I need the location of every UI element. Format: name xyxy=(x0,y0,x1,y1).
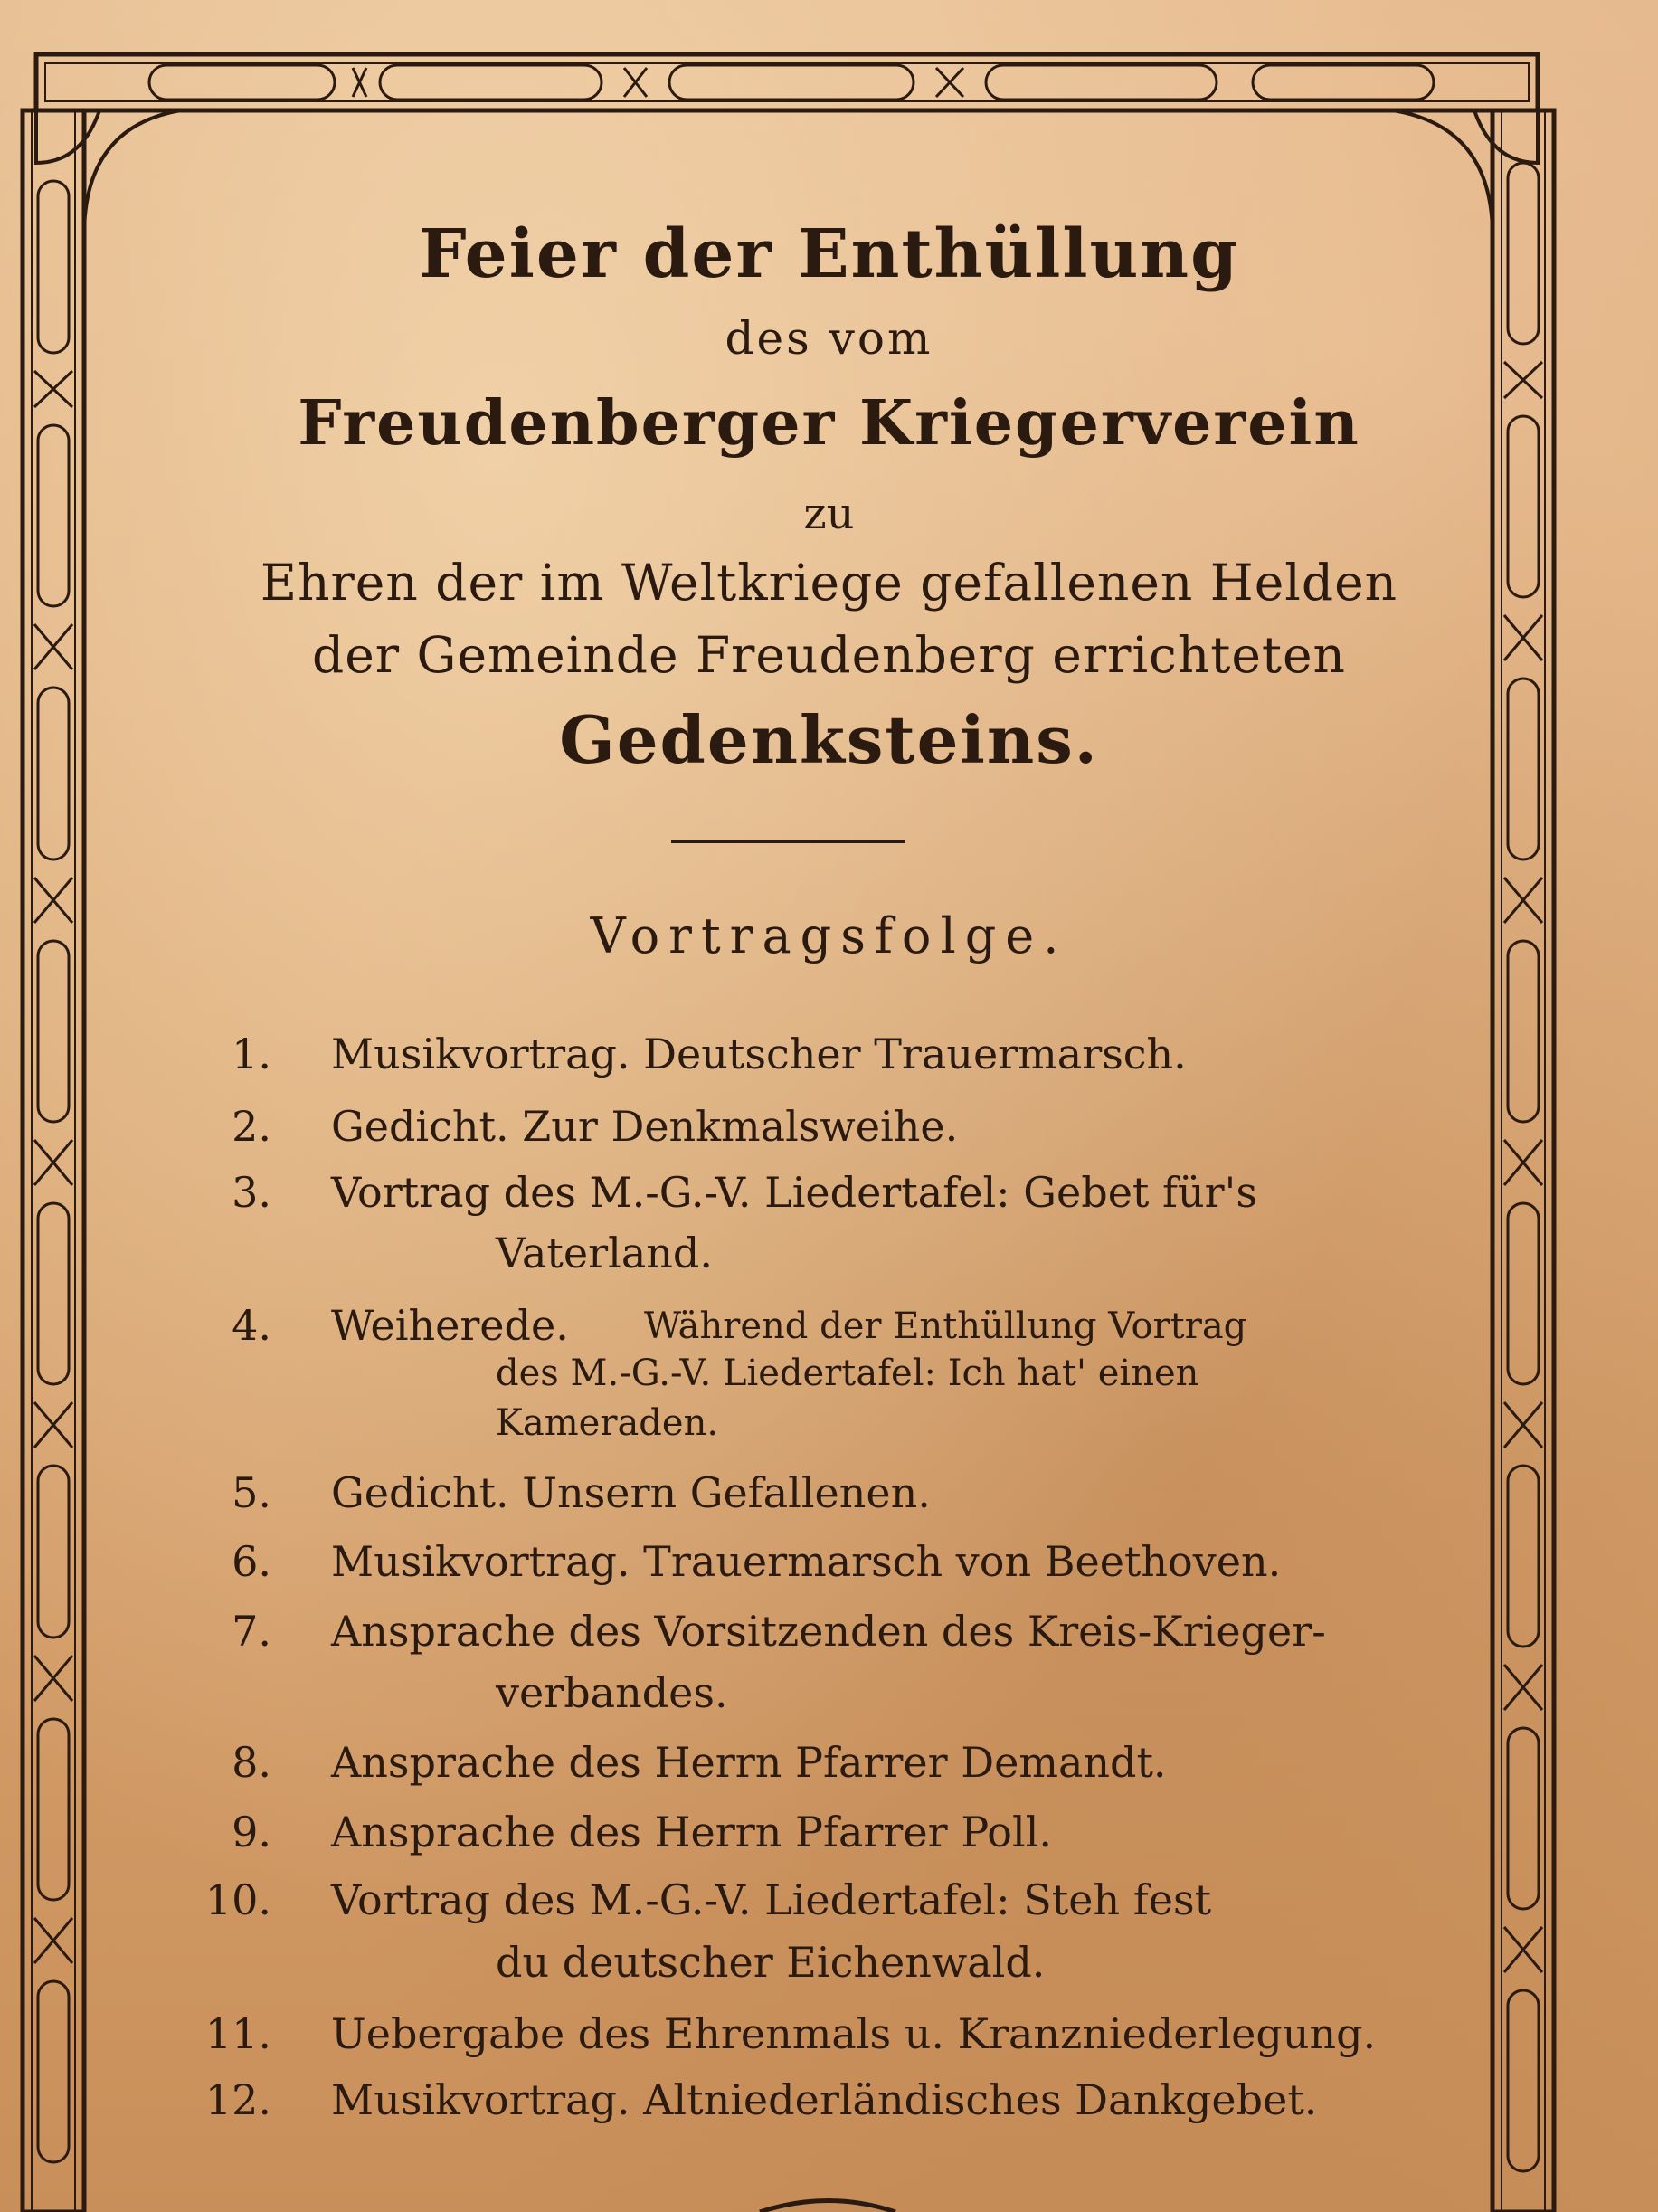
item-text: Weiherede. xyxy=(331,1301,569,1350)
item-number: 5. xyxy=(232,1468,271,1517)
item-text: Musikvortrag. Deutscher Trauermarsch. xyxy=(331,1030,1187,1078)
item-number: 11. xyxy=(204,2009,271,2058)
item-text: Gedicht. Unsern Gefallenen. xyxy=(331,1468,931,1517)
monument-name: Gedenksteins. xyxy=(559,701,1099,778)
item-text: Ansprache des Herrn Pfarrer Demandt. xyxy=(331,1738,1167,1787)
item-number: 7. xyxy=(232,1607,271,1656)
subtitle-zu: zu xyxy=(803,489,855,539)
item-text: Musikvortrag. Trauermarsch von Beethoven. xyxy=(331,1537,1282,1586)
association-name: Freudenberger Kriegerverein xyxy=(298,387,1360,460)
item-text: Ansprache des Herrn Pfarrer Poll. xyxy=(331,1808,1053,1856)
item-text: Vortrag des M.-G.-V. Liedertafel: Steh fest xyxy=(331,1875,1212,1924)
item-note-line-2: des M.-G.-V. Liedertafel: Ich hat' einen xyxy=(496,1353,1199,1394)
item-text: Gedicht. Zur Denkmalsweihe. xyxy=(331,1102,959,1151)
item-number: 8. xyxy=(232,1738,271,1787)
item-number: 9. xyxy=(232,1808,271,1856)
item-number: 12. xyxy=(204,2075,271,2124)
item-text-continued: Vaterland. xyxy=(496,1229,713,1277)
item-number: 1. xyxy=(232,1030,271,1078)
item-text: Musikvortrag. Altniederländisches Dankgebet. xyxy=(331,2075,1318,2124)
item-text: Uebergabe des Ehrenmals u. Kranzniederlegung. xyxy=(331,2009,1377,2058)
item-text: Vortrag des M.-G.-V. Liedertafel: Gebet für's xyxy=(331,1168,1257,1217)
item-note-line-3: Kameraden. xyxy=(496,1402,719,1444)
document-title: Feier der Enthüllung xyxy=(419,215,1239,293)
item-number: 4. xyxy=(232,1301,271,1350)
divider-rule xyxy=(671,840,905,843)
item-number: 6. xyxy=(232,1537,271,1586)
item-text-continued: du deutscher Eichenwald. xyxy=(496,1938,1046,1987)
subtitle-des-vom: des vom xyxy=(725,312,933,365)
item-number: 2. xyxy=(232,1102,271,1151)
item-text: Ansprache des Vorsitzenden des Kreis-Krieger- xyxy=(331,1607,1326,1656)
item-note-line-1: Während der Enthüllung Vortrag xyxy=(644,1305,1247,1347)
item-number: 10. xyxy=(204,1875,271,1924)
program-title: Vortragsfolge. xyxy=(590,907,1068,964)
dedication-line-1: Ehren der im Weltkriege gefallenen Helden xyxy=(260,554,1398,612)
dedication-line-2: der Gemeinde Freudenberg errichteten xyxy=(312,626,1346,684)
item-text-continued: verbandes. xyxy=(496,1668,728,1717)
item-number: 3. xyxy=(232,1168,271,1217)
